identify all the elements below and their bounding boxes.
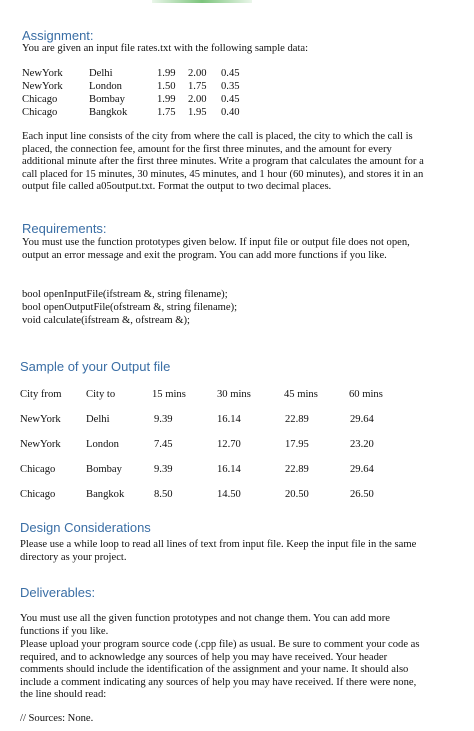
output-sample-heading: Sample of your Output file [20, 359, 171, 374]
deliverables-paragraph-1: You must use all the given function prototypes and not change them. You can add more functions if you like. [20, 613, 390, 637]
cell-45-mins: 17.95 [285, 439, 309, 450]
sample-city-to: London [89, 81, 122, 92]
column-header: 30 mins [217, 389, 251, 400]
requirements-text: You must use the function prototypes given below. If input file or output file does not open, output an error message and exit the program. You can add more functions if you like. [22, 237, 410, 261]
cell-city-from: Chicago [20, 464, 56, 475]
column-header: City from [20, 389, 62, 400]
sample-city-from: NewYork [22, 68, 63, 79]
cell-15-mins: 7.45 [154, 439, 173, 450]
sample-first-three: 1.75 [188, 81, 207, 92]
sample-city-from: Chicago [22, 94, 58, 105]
sample-connection-fee: 1.50 [157, 81, 176, 92]
sample-city-to: Bangkok [89, 107, 128, 118]
top-decoration-bar [152, 0, 252, 3]
deliverables-heading: Deliverables: [20, 585, 96, 600]
column-header: City to [86, 389, 116, 400]
sample-additional: 0.45 [221, 68, 240, 79]
sources-line: // Sources: None. [20, 713, 94, 724]
sample-city-from: NewYork [22, 81, 63, 92]
design-heading: Design Considerations [20, 520, 151, 535]
column-header: 60 mins [349, 389, 383, 400]
assignment-description: Each input line consists of the city from where the call is placed, the city to which the call is placed, the connection fee, amount for the first three minutes, and the amount for every additional minute after the first three minutes. Write a program that calculates the amount for a call placed for 15 minutes, 30 minutes, 45 minutes, and 1 hour (60 minutes), and stores it in an output file called a05output.txt. Format the output to two decimal places. [22, 131, 424, 193]
cell-city-to: London [86, 439, 119, 450]
cell-45-mins: 22.89 [285, 464, 309, 475]
cell-city-to: Bombay [86, 464, 122, 475]
assignment-heading: Assignment: [22, 28, 94, 43]
sample-additional: 0.45 [221, 94, 240, 105]
prototype-open-output: bool openOutputFile(ofstream &, string filename); [22, 302, 238, 313]
cell-60-mins: 29.64 [350, 414, 374, 425]
prototype-open-input: bool openInputFile(ifstream &, string filename); [22, 289, 228, 300]
cell-city-to: Bangkok [86, 489, 125, 500]
cell-45-mins: 22.89 [285, 414, 309, 425]
cell-45-mins: 20.50 [285, 489, 309, 500]
sample-additional: 0.40 [221, 107, 240, 118]
sample-connection-fee: 1.99 [157, 94, 176, 105]
sample-additional: 0.35 [221, 81, 240, 92]
design-text: Please use a while loop to read all lines of text from input file. Keep the input file in the same directory as your project. [20, 539, 417, 563]
cell-city-from: NewYork [20, 439, 61, 450]
cell-30-mins: 14.50 [217, 489, 241, 500]
cell-60-mins: 23.20 [350, 439, 374, 450]
cell-60-mins: 29.64 [350, 464, 374, 475]
sample-connection-fee: 1.99 [157, 68, 176, 79]
sample-connection-fee: 1.75 [157, 107, 176, 118]
sample-first-three: 1.95 [188, 107, 207, 118]
column-header: 45 mins [284, 389, 318, 400]
cell-15-mins: 9.39 [154, 464, 173, 475]
sample-city-from: Chicago [22, 107, 58, 118]
column-header: 15 mins [152, 389, 186, 400]
sample-city-to: Bombay [89, 94, 125, 105]
cell-60-mins: 26.50 [350, 489, 374, 500]
sample-city-to: Delhi [89, 68, 113, 79]
sample-first-three: 2.00 [188, 94, 207, 105]
requirements-heading: Requirements: [22, 221, 107, 236]
cell-15-mins: 9.39 [154, 414, 173, 425]
cell-30-mins: 16.14 [217, 414, 241, 425]
cell-city-from: Chicago [20, 489, 56, 500]
assignment-intro: You are given an input file rates.txt with the following sample data: [22, 43, 309, 54]
cell-30-mins: 12.70 [217, 439, 241, 450]
cell-15-mins: 8.50 [154, 489, 173, 500]
prototype-calculate: void calculate(ifstream &, ofstream &); [22, 315, 190, 326]
deliverables-paragraph-2: Please upload your program source code (.cpp file) as usual. Be sure to comment your code as required, and to acknowledge any sources of help you may have received. Your header comments should include the identification of the assignment and your name. It should also include a comment indicating any sources of help you may have received. If there were none, the line should read: [20, 639, 420, 701]
sample-first-three: 2.00 [188, 68, 207, 79]
cell-30-mins: 16.14 [217, 464, 241, 475]
cell-city-from: NewYork [20, 414, 61, 425]
cell-city-to: Delhi [86, 414, 110, 425]
